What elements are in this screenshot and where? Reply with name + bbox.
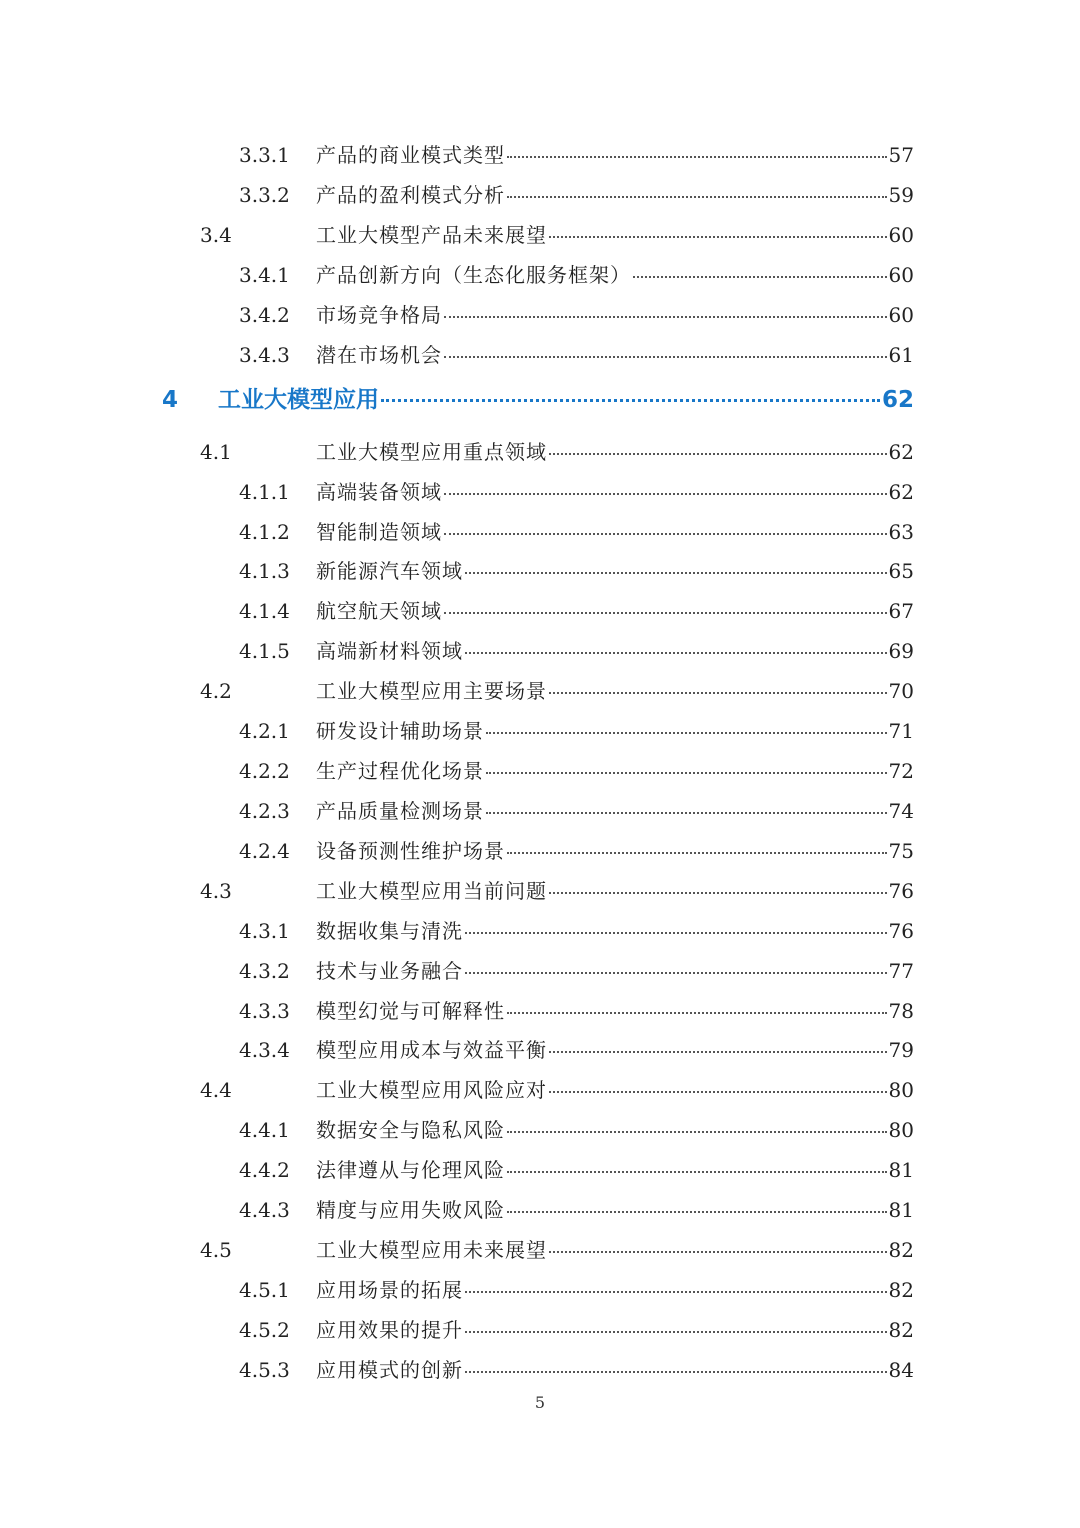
toc-entry-page: 67 [888,599,914,623]
toc-entry-number: 4.2.4 [239,839,290,863]
toc-entry-number: 3.4.3 [239,343,290,367]
toc-entry-page: 84 [888,1358,914,1382]
toc-entry-4-3-4[interactable] [0,1035,1080,1065]
toc-entry-page: 59 [888,183,914,207]
toc-entry-4-3-1[interactable] [0,916,1080,946]
toc-entry-page: 61 [888,343,914,367]
toc-entry-title: 智能制造领域 [316,520,442,544]
toc-entry-4-4-3[interactable] [0,1195,1080,1225]
toc-entry-3-3-2[interactable] [0,180,1080,210]
toc-entry-number: 3.4 [200,223,232,247]
toc-entry-4-2-4[interactable] [0,836,1080,866]
toc-entry-number: 4.2.2 [239,759,290,783]
toc-entry-4-1-3[interactable] [0,556,1080,586]
toc-entry-page: 71 [888,719,914,743]
dot-leader [633,276,887,278]
dot-leader [549,453,887,455]
toc-entry-title: 产品创新方向（生态化服务框架） [316,263,631,287]
toc-entry-number: 4.3.4 [239,1038,290,1062]
toc-entry-page: 60 [888,303,914,327]
toc-entry-number: 4.1.2 [239,520,290,544]
toc-entry-3-4[interactable] [0,220,1080,250]
toc-entry-number: 3.3.2 [239,183,290,207]
dot-leader [507,156,887,158]
toc-chapter-4[interactable] [0,380,1080,420]
dot-leader [465,1371,887,1373]
toc-entry-4-4-2[interactable] [0,1155,1080,1185]
toc-entry-number: 3.4.2 [239,303,290,327]
toc-entry-number: 4.1.4 [239,599,290,623]
toc-entry-number: 4.1.3 [239,559,290,583]
toc-entry-4-1-5[interactable] [0,636,1080,666]
toc-entry-title: 设备预测性维护场景 [316,839,505,863]
toc-entry-title: 工业大模型应用当前问题 [316,879,547,903]
toc-entry-title: 数据收集与清洗 [316,919,463,943]
toc-entry-title: 高端新材料领域 [316,639,463,663]
toc-entry-3-4-2[interactable] [0,300,1080,330]
toc-entry-page: 76 [888,879,914,903]
dot-leader [507,1171,887,1173]
toc-entry-4-2-2[interactable] [0,756,1080,786]
toc-entry-page: 80 [888,1118,914,1142]
toc-chapter-page: 62 [881,387,914,413]
toc-entry-3-4-3[interactable] [0,340,1080,370]
toc-chapter-number: 4 [162,387,179,413]
toc-entry-page: 75 [888,839,914,863]
toc-entry-number: 4.2 [200,679,232,703]
toc-entry-number: 4.1 [200,440,232,464]
toc-entry-page: 60 [888,223,914,247]
toc-entry-4-1-1[interactable] [0,477,1080,507]
toc-entry-3-3-1[interactable] [0,140,1080,170]
toc-entry-4-3-3[interactable] [0,996,1080,1026]
toc-entry-page: 72 [888,759,914,783]
toc-entry-title: 技术与业务融合 [316,959,463,983]
toc-entry-4-2-3[interactable] [0,796,1080,826]
toc-entry-page: 80 [888,1078,914,1102]
toc-entry-title: 模型幻觉与可解释性 [316,999,505,1023]
toc-entry-4-1-2[interactable] [0,517,1080,547]
toc-entry-title: 潜在市场机会 [316,343,442,367]
toc-entry-number: 4.3 [200,879,232,903]
toc-entry-title: 工业大模型应用风险应对 [316,1078,547,1102]
toc-entry-title: 工业大模型应用重点领域 [316,440,547,464]
dot-leader [465,1291,887,1293]
toc-entry-4-3[interactable] [0,876,1080,906]
dot-leader [507,196,887,198]
toc-entry-4-4[interactable] [0,1075,1080,1105]
toc-entry-page: 62 [888,440,914,464]
toc-entry-4-4-1[interactable] [0,1115,1080,1145]
dot-leader [465,572,887,574]
dot-leader [444,533,887,535]
dot-leader [549,892,887,894]
toc-entry-number: 4.1.1 [239,480,290,504]
dot-leader [381,399,880,402]
toc-entry-title: 工业大模型产品未来展望 [316,223,547,247]
dot-leader [444,612,887,614]
toc-entry-page: 70 [888,679,914,703]
dot-leader [465,932,887,934]
toc-entry-page: 82 [888,1318,914,1342]
dot-leader [549,1091,887,1093]
dot-leader [465,652,887,654]
toc-entry-page: 78 [888,999,914,1023]
dot-leader [507,1012,887,1014]
toc-entry-title: 产品质量检测场景 [316,799,484,823]
dot-leader [444,356,887,358]
toc-entry-page: 81 [888,1198,914,1222]
toc-entry-4-5[interactable] [0,1235,1080,1265]
toc-entry-4-2-1[interactable] [0,716,1080,746]
toc-entry-title: 工业大模型应用未来展望 [316,1238,547,1262]
toc-entry-title: 应用场景的拓展 [316,1278,463,1302]
toc-entry-number: 4.2.3 [239,799,290,823]
toc-entry-page: 74 [888,799,914,823]
toc-entry-number: 4.5.2 [239,1318,290,1342]
toc-entry-title: 精度与应用失败风险 [316,1198,505,1222]
dot-leader [549,692,887,694]
dot-leader [486,732,887,734]
toc-entry-3-4-1[interactable] [0,260,1080,290]
toc-entry-4-5-3[interactable] [0,1355,1080,1385]
toc-entry-page: 60 [888,263,914,287]
toc-entry-page: 62 [888,480,914,504]
toc-entry-4-3-2[interactable] [0,956,1080,986]
toc-entry-title: 工业大模型应用主要场景 [316,679,547,703]
toc-entry-title: 法律遵从与伦理风险 [316,1158,505,1182]
toc-entry-title: 市场竞争格局 [316,303,442,327]
toc-entry-number: 4.5 [200,1238,232,1262]
dot-leader [465,972,887,974]
toc-entry-page: 57 [888,143,914,167]
dot-leader [549,1051,887,1053]
toc-entry-page: 82 [888,1278,914,1302]
toc-entry-number: 4.3.2 [239,959,290,983]
toc-entry-page: 81 [888,1158,914,1182]
toc-entry-title: 新能源汽车领域 [316,559,463,583]
toc-entry-4-5-2[interactable] [0,1315,1080,1345]
toc-entry-title: 航空航天领域 [316,599,442,623]
dot-leader [444,493,887,495]
dot-leader [507,1211,887,1213]
toc-entry-number: 4.1.5 [239,639,290,663]
toc-entry-title: 模型应用成本与效益平衡 [316,1038,547,1062]
page-number-footer: 5 [534,1393,546,1412]
toc-entry-title: 产品的商业模式类型 [316,143,505,167]
toc-entry-page: 77 [888,959,914,983]
dot-leader [444,316,887,318]
toc-entry-number: 3.3.1 [239,143,290,167]
toc-entry-number: 4.2.1 [239,719,290,743]
toc-entry-4-5-1[interactable] [0,1275,1080,1305]
dot-leader [507,1131,887,1133]
toc-entry-title: 应用模式的创新 [316,1358,463,1382]
toc-entry-page: 65 [888,559,914,583]
toc-entry-page: 82 [888,1238,914,1262]
toc-entry-4-2[interactable] [0,676,1080,706]
toc-entry-title: 数据安全与隐私风险 [316,1118,505,1142]
toc-entry-number: 4.4.1 [239,1118,290,1142]
toc-entry-page: 76 [888,919,914,943]
toc-entry-number: 4.3.1 [239,919,290,943]
toc-entry-number: 4.4 [200,1078,232,1102]
toc-entry-number: 4.5.3 [239,1358,290,1382]
dot-leader [507,852,887,854]
toc-entry-page: 69 [888,639,914,663]
dot-leader [549,1251,887,1253]
toc-entry-number: 4.3.3 [239,999,290,1023]
toc-entry-number: 4.4.3 [239,1198,290,1222]
toc-entry-title: 生产过程优化场景 [316,759,484,783]
dot-leader [486,772,887,774]
toc-entry-title: 产品的盈利模式分析 [316,183,505,207]
dot-leader [465,1331,887,1333]
toc-entry-title: 高端装备领域 [316,480,442,504]
toc-entry-title: 研发设计辅助场景 [316,719,484,743]
toc-entry-4-1-4[interactable] [0,596,1080,626]
toc-chapter-title: 工业大模型应用 [218,387,379,413]
toc-entry-page: 79 [888,1038,914,1062]
toc-entry-page: 63 [888,520,914,544]
toc-entry-title: 应用效果的提升 [316,1318,463,1342]
dot-leader [549,236,887,238]
toc-entry-number: 4.5.1 [239,1278,290,1302]
toc-entry-number: 3.4.1 [239,263,290,287]
toc-entry-number: 4.4.2 [239,1158,290,1182]
toc-entry-4-1[interactable] [0,437,1080,467]
dot-leader [486,812,887,814]
